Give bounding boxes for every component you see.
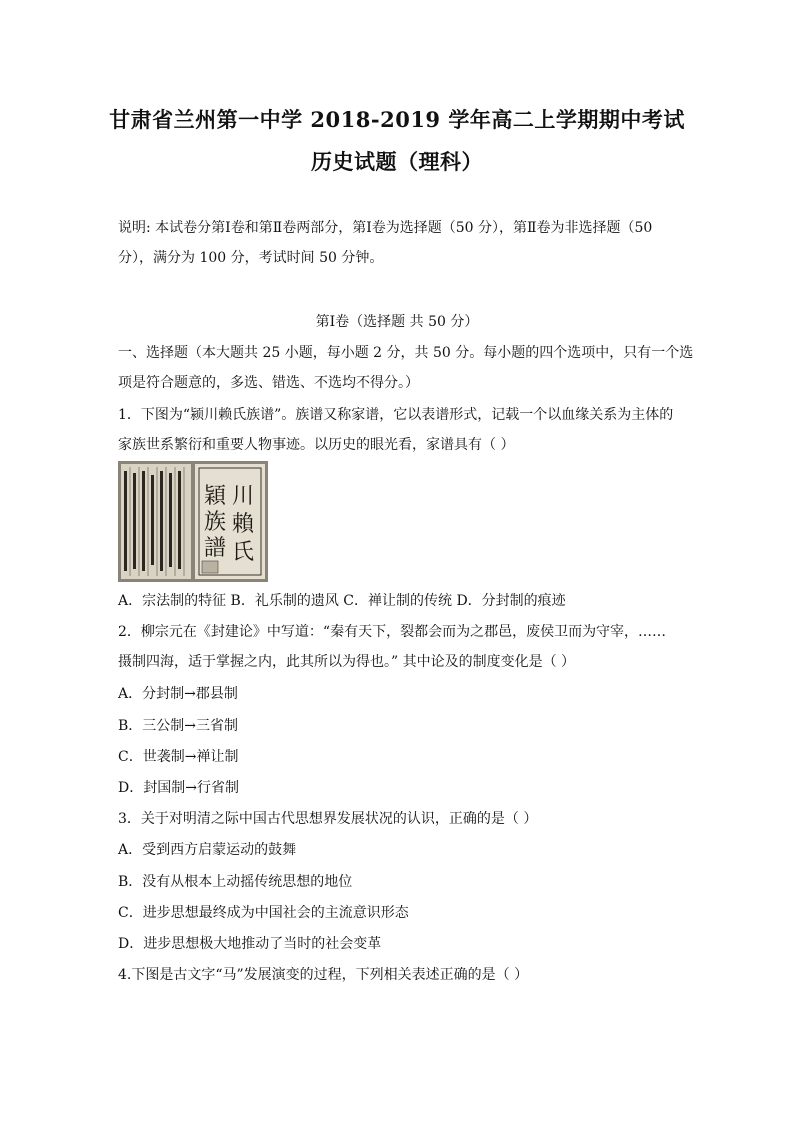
intro-line-1: 说明: 本试卷分第Ⅰ卷和第Ⅱ卷两部分，第Ⅰ卷为选择题（50 分），第Ⅱ卷为非选择题（50 — [118, 220, 653, 236]
part-instructions-line-2: 项是符合题意的，多选、错选、不选均不得分。） — [118, 375, 419, 391]
genealogy-book-image — [118, 461, 268, 582]
page-subtitle: 历史试题（理科） — [311, 149, 483, 174]
q2-option-b: B．三公制→三省制 — [118, 718, 239, 734]
q4-stem: 4.下图是古文字“马”发展演变的过程，下列相关表述正确的是（ ） — [118, 967, 529, 983]
q3-option-d: D．进步思想极大地推动了当时的社会变革 — [118, 936, 382, 952]
intro-line-2: 分），满分为 100 分，考试时间 50 分钟。 — [118, 250, 384, 266]
q1-options: A．宗法制的特征 B．礼乐制的遗风 C．禅让制的传统 D．分封制的痕迹 — [118, 593, 566, 609]
cover-char-2: 川 — [232, 484, 255, 509]
q1-stem-line-1: 1．下图为“颍川赖氏族谱”。族谱又称家谱，它以表谱形式，记载一个以血缘关系为主体的 — [118, 407, 674, 423]
q3-option-c: C．进步思想最终成为中国社会的主流意识形态 — [118, 905, 409, 921]
q2-option-c: C．世袭制→禅让制 — [118, 749, 239, 765]
cover-char-1: 穎 — [204, 484, 227, 509]
q2-stem-line-2: 摄制四海，适于掌握之内，此其所以为得也。” 其中论及的制度变化是（ ） — [118, 654, 576, 670]
q1-stem-line-2: 家族世系繁衍和重要人物事迹。以历史的眼光看，家谱具有（ ） — [118, 437, 515, 453]
cover-char-3: 賴 — [232, 512, 255, 537]
q2-option-d: D．封国制→行省制 — [118, 780, 239, 796]
q3-option-b: B．没有从根本上动摇传统思想的地位 — [118, 874, 353, 890]
q2-stem-line-1: 2．柳宗元在《封建论》中写道：“秦有天下，裂都会而为之郡邑，废侯卫而为守宰，…… — [118, 624, 667, 640]
q2-option-a: A．分封制→郡县制 — [118, 686, 238, 702]
q3-option-a: A．受到西方启蒙运动的鼓舞 — [118, 842, 297, 858]
section-title: 第Ⅰ卷（选择题 共 50 分） — [315, 314, 479, 330]
cover-char-4: 氏 — [232, 540, 255, 565]
cover-char-6: 譜 — [204, 536, 227, 561]
q3-stem: 3．关于对明清之际中国古代思想界发展状况的认识，正确的是（ ） — [118, 811, 538, 827]
part-instructions-line-1: 一、选择题（本大题共 25 小题，每小题 2 分，共 50 分。每小题的四个选项中，只有一个选 — [118, 345, 694, 361]
cover-char-5: 族 — [204, 510, 227, 535]
page-title: 甘肃省兰州第一中学 2018-2019 学年高二上学期期中考试 — [109, 107, 685, 132]
